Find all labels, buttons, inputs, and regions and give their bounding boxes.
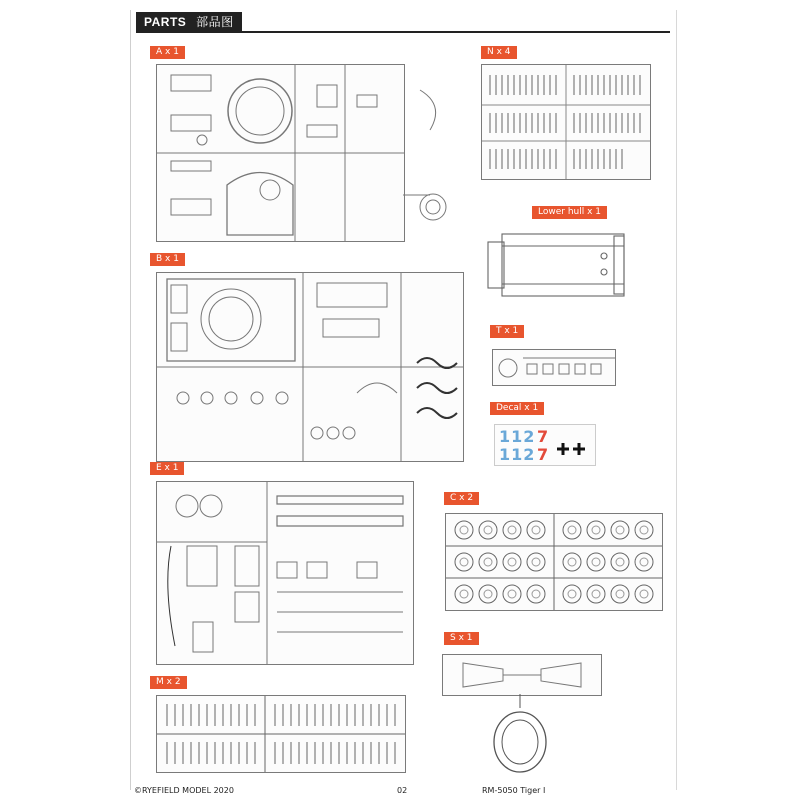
decal-number-blue-1: 112: [499, 427, 536, 446]
title-text: PARTS: [144, 15, 187, 29]
sprue-s: [442, 654, 602, 696]
label-lower-hull: Lower hull x 1: [532, 206, 607, 219]
sprue-b: [156, 272, 464, 462]
mantlet-drawing: [490, 694, 560, 774]
footer-copyright: ©RYEFIELD MODEL 2020: [134, 786, 234, 795]
label-sprue-b: B x 1: [150, 253, 185, 266]
sprue-m: [156, 695, 406, 773]
sprue-t: [492, 349, 616, 386]
label-sprue-a: A x 1: [150, 46, 185, 59]
sprue-b-drawing: [157, 273, 463, 461]
sprue-c: [445, 513, 663, 611]
footer-model-name: RM-5050 Tiger I: [482, 786, 546, 795]
footer-page-number: 02: [397, 786, 408, 795]
sprue-a-extension: [400, 80, 460, 240]
sprue-s-drawing: [443, 655, 601, 695]
decal-sheet: [494, 424, 596, 466]
subtitle-text: 部品图: [196, 15, 234, 29]
page-right-border: [676, 10, 677, 790]
header-rule: [136, 31, 670, 33]
sprue-c-drawing: [446, 514, 662, 610]
label-sprue-t: T x 1: [490, 325, 524, 338]
sprue-e-drawing: [157, 482, 413, 664]
label-decal: Decal x 1: [490, 402, 544, 415]
label-sprue-m: M x 2: [150, 676, 187, 689]
label-sprue-c: C x 2: [444, 492, 479, 505]
page-left-border: [130, 10, 131, 790]
label-sprue-e: E x 1: [150, 462, 184, 475]
decal-number-red-2: 7: [537, 445, 549, 464]
label-sprue-n: N x 4: [481, 46, 517, 59]
sprue-m-drawing: [157, 696, 405, 772]
sprue-a-drawing: [157, 65, 404, 241]
lower-hull-drawing: [484, 226, 634, 302]
page-title: [136, 12, 242, 32]
decal-number-blue-2: 112: [499, 445, 536, 464]
label-sprue-s: S x 1: [444, 632, 479, 645]
decal-crosses: [557, 431, 591, 461]
sprue-e: [156, 481, 414, 665]
header: [130, 12, 670, 32]
decal-number-red-1: 7: [537, 427, 549, 446]
sprue-n: [481, 64, 651, 180]
sprue-a: [156, 64, 405, 242]
sprue-t-drawing: [493, 350, 615, 385]
sprue-n-drawing: [482, 65, 650, 179]
